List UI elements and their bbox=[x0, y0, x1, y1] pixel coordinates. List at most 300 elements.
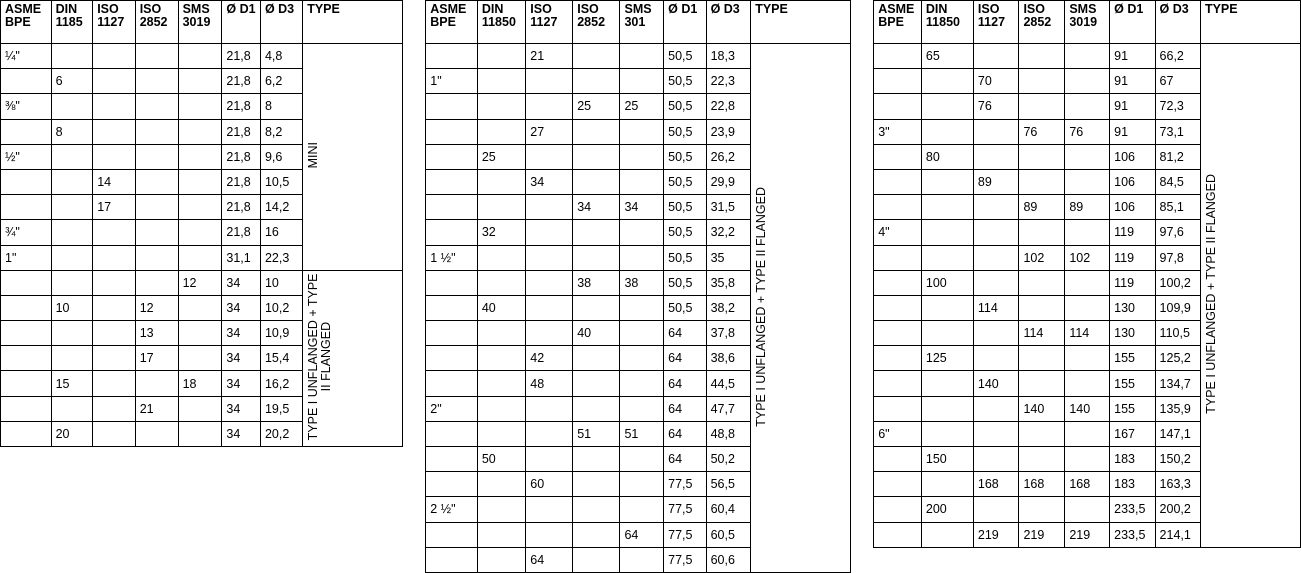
table-cell: 200,2 bbox=[1155, 497, 1200, 522]
table-cell: 91 bbox=[1110, 44, 1155, 69]
column-header-line2: 11850 bbox=[925, 15, 960, 29]
table-cell bbox=[526, 69, 573, 94]
table-cell bbox=[426, 44, 478, 69]
table-row bbox=[874, 44, 1301, 69]
table-cell bbox=[178, 421, 222, 446]
table-cell bbox=[477, 94, 525, 119]
column-header-line2: 1127 bbox=[530, 15, 558, 29]
table-cell: 77,5 bbox=[664, 472, 706, 497]
table-cell: 64 bbox=[664, 321, 706, 346]
table-cell: ¾" bbox=[1, 220, 52, 245]
type-label-text: TYPE I UNFLANGED + TYPE II FLANGED bbox=[754, 186, 769, 427]
table-cell bbox=[93, 421, 136, 446]
table-cell bbox=[93, 220, 136, 245]
table-cell bbox=[620, 497, 664, 522]
table-cell: 34 bbox=[222, 321, 261, 346]
table-cell bbox=[874, 346, 922, 371]
table-cell bbox=[178, 220, 222, 245]
table-cell: 14,2 bbox=[260, 195, 302, 220]
table-cell bbox=[135, 44, 178, 69]
column-header bbox=[1019, 1, 1065, 44]
column-header-line1: Ø D3 bbox=[710, 2, 740, 16]
table-cell: 12 bbox=[178, 270, 222, 295]
column-header-line1: Ø D3 bbox=[1159, 2, 1189, 16]
table-cell bbox=[135, 119, 178, 144]
column-header-line1: TYPE bbox=[307, 2, 340, 16]
table-cell: 15,4 bbox=[260, 346, 302, 371]
table-cell: 37,8 bbox=[706, 321, 751, 346]
column-header-line2: 1127 bbox=[977, 15, 1006, 29]
table-cell bbox=[874, 144, 922, 169]
table-cell bbox=[573, 295, 620, 320]
column-header bbox=[222, 1, 261, 44]
table-cell: 106 bbox=[1110, 144, 1155, 169]
type-label-cell bbox=[751, 44, 851, 573]
table-cell bbox=[573, 346, 620, 371]
table-cell: 34 bbox=[573, 195, 620, 220]
table-cell bbox=[1065, 270, 1110, 295]
table-cell: 1" bbox=[426, 69, 478, 94]
table-cell bbox=[874, 169, 922, 194]
table-cell: ¼" bbox=[1, 44, 52, 69]
column-header bbox=[1, 1, 52, 44]
table-cell: 219 bbox=[1065, 522, 1110, 547]
table-cell: 64 bbox=[526, 547, 573, 572]
table-cell bbox=[135, 144, 178, 169]
table-cell: 22,8 bbox=[706, 94, 751, 119]
table-cell bbox=[178, 245, 222, 270]
table-cell: 21,8 bbox=[222, 195, 261, 220]
column-header bbox=[973, 1, 1019, 44]
table-cell bbox=[178, 295, 222, 320]
table-cell bbox=[51, 270, 93, 295]
column-header-line1: Ø D1 bbox=[668, 2, 698, 16]
table-cell: 22,3 bbox=[260, 245, 302, 270]
table-cell: 119 bbox=[1110, 245, 1155, 270]
table-cell bbox=[51, 195, 93, 220]
table-cell bbox=[573, 447, 620, 472]
table-cell: 4" bbox=[874, 220, 922, 245]
column-header bbox=[135, 1, 178, 44]
table-cell bbox=[620, 119, 664, 144]
column-header-line2: 2852 bbox=[577, 15, 606, 29]
table-cell bbox=[921, 371, 973, 396]
table-cell: 80 bbox=[921, 144, 973, 169]
table-cell: 140 bbox=[1019, 396, 1065, 421]
table-cell bbox=[874, 44, 922, 69]
table-cell bbox=[178, 69, 222, 94]
column-header-line2: BPE bbox=[430, 15, 456, 29]
table-cell: 77,5 bbox=[664, 497, 706, 522]
table-cell bbox=[51, 144, 93, 169]
table-cell bbox=[426, 270, 478, 295]
table-cell bbox=[573, 371, 620, 396]
table-cell bbox=[178, 195, 222, 220]
table-cell: 130 bbox=[1110, 295, 1155, 320]
table-cell bbox=[921, 421, 973, 446]
table-cell: 60 bbox=[526, 472, 573, 497]
table-cell bbox=[135, 270, 178, 295]
table-cell: 2" bbox=[426, 396, 478, 421]
table-cell bbox=[51, 245, 93, 270]
table-cell bbox=[178, 346, 222, 371]
table-cell bbox=[135, 169, 178, 194]
table-cell bbox=[620, 169, 664, 194]
table-cell bbox=[93, 321, 136, 346]
column-header-line1: SMS bbox=[624, 2, 652, 16]
table-cell bbox=[135, 371, 178, 396]
table-cell: 67 bbox=[1155, 69, 1200, 94]
column-header bbox=[874, 1, 922, 44]
table-cell bbox=[573, 245, 620, 270]
table-cell bbox=[1019, 94, 1065, 119]
table-cell: 200 bbox=[921, 497, 973, 522]
table-cell bbox=[477, 195, 525, 220]
table-cell bbox=[178, 396, 222, 421]
table-cell bbox=[973, 497, 1019, 522]
table-cell: 140 bbox=[1065, 396, 1110, 421]
column-header-line1: SMS bbox=[182, 2, 210, 16]
table-cell bbox=[1065, 346, 1110, 371]
type-label-cell bbox=[303, 44, 403, 271]
table-cell bbox=[973, 346, 1019, 371]
table-cell: 64 bbox=[664, 371, 706, 396]
table-cell bbox=[1, 346, 52, 371]
table-cell bbox=[93, 69, 136, 94]
table-cell bbox=[426, 119, 478, 144]
table-cell: 50,5 bbox=[664, 94, 706, 119]
table-cell: 163,3 bbox=[1155, 472, 1200, 497]
table-cell bbox=[1, 195, 52, 220]
table-cell: 73,1 bbox=[1155, 119, 1200, 144]
table-cell: 26,2 bbox=[706, 144, 751, 169]
table-cell bbox=[526, 421, 573, 446]
table-cell bbox=[477, 472, 525, 497]
table-cell: ½" bbox=[1, 144, 52, 169]
table-cell: 38 bbox=[620, 270, 664, 295]
column-header-line1: ASME bbox=[430, 2, 467, 16]
table-cell: 8 bbox=[260, 94, 302, 119]
table-cell: 125 bbox=[921, 346, 973, 371]
table-cell bbox=[1019, 169, 1065, 194]
table-cell bbox=[921, 522, 973, 547]
table-cell bbox=[51, 220, 93, 245]
table-cell bbox=[1, 169, 52, 194]
table-cell bbox=[426, 472, 478, 497]
table-cell bbox=[93, 346, 136, 371]
table-cell: 77,5 bbox=[664, 547, 706, 572]
table-cell bbox=[477, 270, 525, 295]
table-cell bbox=[1065, 69, 1110, 94]
table-cell bbox=[973, 447, 1019, 472]
table-cell: 18 bbox=[178, 371, 222, 396]
table-cell bbox=[573, 119, 620, 144]
table-cell bbox=[1065, 421, 1110, 446]
table-cell bbox=[51, 396, 93, 421]
table-cell: 167 bbox=[1110, 421, 1155, 446]
table-cell: 183 bbox=[1110, 447, 1155, 472]
table-cell bbox=[526, 245, 573, 270]
column-header-line1: Ø D1 bbox=[1114, 2, 1144, 16]
table-cell: 21,8 bbox=[222, 69, 261, 94]
table-cell bbox=[573, 522, 620, 547]
table-cell: 50,5 bbox=[664, 169, 706, 194]
table-cell: 64 bbox=[664, 421, 706, 446]
table-cell bbox=[477, 44, 525, 69]
column-header-line1: DIN bbox=[481, 2, 504, 16]
type-label-text: TYPE I UNFLANGED + TYPE II FLANGED bbox=[306, 273, 334, 441]
table-cell: 34 bbox=[222, 346, 261, 371]
table-cell: 109,9 bbox=[1155, 295, 1200, 320]
table-cell bbox=[973, 270, 1019, 295]
table-cell: 21 bbox=[526, 44, 573, 69]
table-cell: 70 bbox=[973, 69, 1019, 94]
table-cell: 183 bbox=[1110, 472, 1155, 497]
column-header-line2: BPE bbox=[878, 15, 904, 29]
table-cell bbox=[477, 169, 525, 194]
column-header-line2: 1127 bbox=[97, 15, 125, 29]
table-cell: 65 bbox=[921, 44, 973, 69]
table-cell bbox=[426, 144, 478, 169]
table-cell: 119 bbox=[1110, 220, 1155, 245]
table-cell bbox=[973, 321, 1019, 346]
table-cell bbox=[526, 195, 573, 220]
table-cell bbox=[426, 371, 478, 396]
table-cell: 50,5 bbox=[664, 44, 706, 69]
table-cell bbox=[1065, 295, 1110, 320]
column-header bbox=[477, 1, 525, 44]
table-cell: 125,2 bbox=[1155, 346, 1200, 371]
spec-table bbox=[0, 0, 403, 447]
table-cell bbox=[135, 421, 178, 446]
column-header bbox=[178, 1, 222, 44]
table-cell bbox=[620, 547, 664, 572]
table-cell bbox=[526, 144, 573, 169]
table-cell: 21,8 bbox=[222, 44, 261, 69]
table-cell: 81,2 bbox=[1155, 144, 1200, 169]
table-cell bbox=[135, 94, 178, 119]
table-cell bbox=[135, 245, 178, 270]
column-header bbox=[303, 1, 403, 44]
table-cell bbox=[874, 321, 922, 346]
table-cell: 20 bbox=[51, 421, 93, 446]
table-cell: 56,5 bbox=[706, 472, 751, 497]
table-cell: 25 bbox=[573, 94, 620, 119]
table-cell bbox=[426, 547, 478, 572]
table-cell bbox=[973, 44, 1019, 69]
table-cell: 35,8 bbox=[706, 270, 751, 295]
table-row bbox=[426, 44, 851, 69]
table-cell bbox=[921, 119, 973, 144]
table-cell bbox=[573, 144, 620, 169]
table-header-row bbox=[874, 1, 1301, 44]
column-header bbox=[573, 1, 620, 44]
table-cell bbox=[973, 195, 1019, 220]
table-cell: 106 bbox=[1110, 169, 1155, 194]
table-cell bbox=[426, 447, 478, 472]
column-header-line2: 1185 bbox=[55, 15, 83, 29]
table-cell: 119 bbox=[1110, 270, 1155, 295]
type-label-text: TYPE I UNFLANGED + TYPE II FLANGED bbox=[1203, 173, 1218, 414]
table-cell: 50,5 bbox=[664, 69, 706, 94]
table-block-2 bbox=[425, 0, 851, 573]
table-cell bbox=[1019, 295, 1065, 320]
column-header-line2: 11850 bbox=[481, 15, 516, 29]
table-cell: 34 bbox=[620, 195, 664, 220]
table-cell bbox=[874, 472, 922, 497]
table-cell: 64 bbox=[664, 447, 706, 472]
table-cell: 64 bbox=[664, 346, 706, 371]
table-cell bbox=[426, 522, 478, 547]
table-cell: 50,5 bbox=[664, 220, 706, 245]
table-cell bbox=[178, 144, 222, 169]
table-cell: 102 bbox=[1065, 245, 1110, 270]
column-header-line1: ISO bbox=[530, 2, 552, 16]
table-cell bbox=[93, 270, 136, 295]
table-cell bbox=[178, 44, 222, 69]
table-cell bbox=[1019, 447, 1065, 472]
table-cell bbox=[1019, 346, 1065, 371]
table-cell bbox=[874, 195, 922, 220]
table-cell: 50,5 bbox=[664, 295, 706, 320]
table-cell bbox=[921, 245, 973, 270]
table-cell bbox=[874, 270, 922, 295]
table-cell: 97,6 bbox=[1155, 220, 1200, 245]
table-cell bbox=[477, 245, 525, 270]
column-header-line1: TYPE bbox=[1204, 2, 1238, 16]
column-header bbox=[526, 1, 573, 44]
type-label-cell bbox=[1200, 44, 1300, 548]
table-cell: 21,8 bbox=[222, 169, 261, 194]
table-cell: 44,5 bbox=[706, 371, 751, 396]
column-header-line1: SMS bbox=[1069, 2, 1097, 16]
table-cell bbox=[426, 195, 478, 220]
table-cell: 97,8 bbox=[1155, 245, 1200, 270]
table-cell bbox=[573, 169, 620, 194]
table-cell: 34 bbox=[222, 270, 261, 295]
table-cell: 50,5 bbox=[664, 245, 706, 270]
table-cell bbox=[573, 44, 620, 69]
table-cell bbox=[1019, 220, 1065, 245]
table-cell: 15 bbox=[51, 371, 93, 396]
table-cell bbox=[973, 396, 1019, 421]
table-cell bbox=[477, 522, 525, 547]
column-header-line1: ISO bbox=[977, 2, 1000, 16]
table-cell bbox=[874, 371, 922, 396]
table-cell bbox=[620, 44, 664, 69]
table-cell bbox=[921, 195, 973, 220]
table-cell: 40 bbox=[477, 295, 525, 320]
table-cell bbox=[1065, 220, 1110, 245]
table-cell: 135,9 bbox=[1155, 396, 1200, 421]
table-cell: 155 bbox=[1110, 396, 1155, 421]
table-cell bbox=[921, 472, 973, 497]
table-cell bbox=[620, 371, 664, 396]
table-cell bbox=[526, 220, 573, 245]
table-cell: 10,5 bbox=[260, 169, 302, 194]
table-cell: 85,1 bbox=[1155, 195, 1200, 220]
table-cell bbox=[1, 371, 52, 396]
column-header-line1: TYPE bbox=[755, 2, 788, 16]
table-cell: 140 bbox=[973, 371, 1019, 396]
table-cell: 34 bbox=[222, 295, 261, 320]
table-cell: 114 bbox=[1019, 321, 1065, 346]
table-cell: 21,8 bbox=[222, 144, 261, 169]
table-cell bbox=[874, 522, 922, 547]
table-cell: 38,6 bbox=[706, 346, 751, 371]
table-cell: 64 bbox=[664, 396, 706, 421]
table-cell bbox=[51, 94, 93, 119]
table-cell bbox=[620, 220, 664, 245]
table-cell: 50,2 bbox=[706, 447, 751, 472]
table-cell bbox=[477, 119, 525, 144]
table-cell bbox=[426, 346, 478, 371]
table-cell: 100 bbox=[921, 270, 973, 295]
table-cell: 76 bbox=[973, 94, 1019, 119]
column-header-line1: ISO bbox=[1023, 2, 1045, 16]
column-header bbox=[93, 1, 136, 44]
table-cell bbox=[178, 321, 222, 346]
table-header-row bbox=[1, 1, 403, 44]
table-cell bbox=[426, 421, 478, 446]
table-cell: 21,8 bbox=[222, 119, 261, 144]
table-cell bbox=[1, 270, 52, 295]
table-cell: 32,2 bbox=[706, 220, 751, 245]
table-cell bbox=[1065, 447, 1110, 472]
table-cell bbox=[620, 144, 664, 169]
table-cell: 12 bbox=[135, 295, 178, 320]
table-cell bbox=[973, 245, 1019, 270]
table-cell bbox=[426, 220, 478, 245]
column-header-line1: ISO bbox=[139, 2, 162, 16]
table-cell: 17 bbox=[135, 346, 178, 371]
table-cell bbox=[426, 321, 478, 346]
table-cell bbox=[921, 94, 973, 119]
table-cell bbox=[526, 522, 573, 547]
column-header-line2: 301 bbox=[624, 15, 646, 29]
table-cell: 155 bbox=[1110, 371, 1155, 396]
table-cell: 89 bbox=[1019, 195, 1065, 220]
table-cell bbox=[93, 396, 136, 421]
table-cell bbox=[178, 94, 222, 119]
table-cell bbox=[1, 295, 52, 320]
table-cell: 147,1 bbox=[1155, 421, 1200, 446]
table-cell: 91 bbox=[1110, 119, 1155, 144]
column-header bbox=[1200, 1, 1300, 44]
table-cell: 23,9 bbox=[706, 119, 751, 144]
table-cell bbox=[1019, 421, 1065, 446]
table-cell bbox=[426, 295, 478, 320]
table-cell: 40 bbox=[573, 321, 620, 346]
table-cell: 66,2 bbox=[1155, 44, 1200, 69]
table-cell bbox=[526, 94, 573, 119]
table-cell bbox=[51, 169, 93, 194]
table-cell bbox=[573, 220, 620, 245]
table-cell: 34 bbox=[222, 371, 261, 396]
column-header-line2: 3019 bbox=[182, 15, 211, 29]
table-cell: 114 bbox=[973, 295, 1019, 320]
column-header-line1: ASME bbox=[5, 2, 42, 16]
table-cell: 48 bbox=[526, 371, 573, 396]
table-cell bbox=[135, 69, 178, 94]
table-cell bbox=[921, 220, 973, 245]
column-header bbox=[51, 1, 93, 44]
table-cell: 31,1 bbox=[222, 245, 261, 270]
table-cell bbox=[874, 94, 922, 119]
table-cell: 50,5 bbox=[664, 119, 706, 144]
table-cell: 150 bbox=[921, 447, 973, 472]
table-cell: 27 bbox=[526, 119, 573, 144]
